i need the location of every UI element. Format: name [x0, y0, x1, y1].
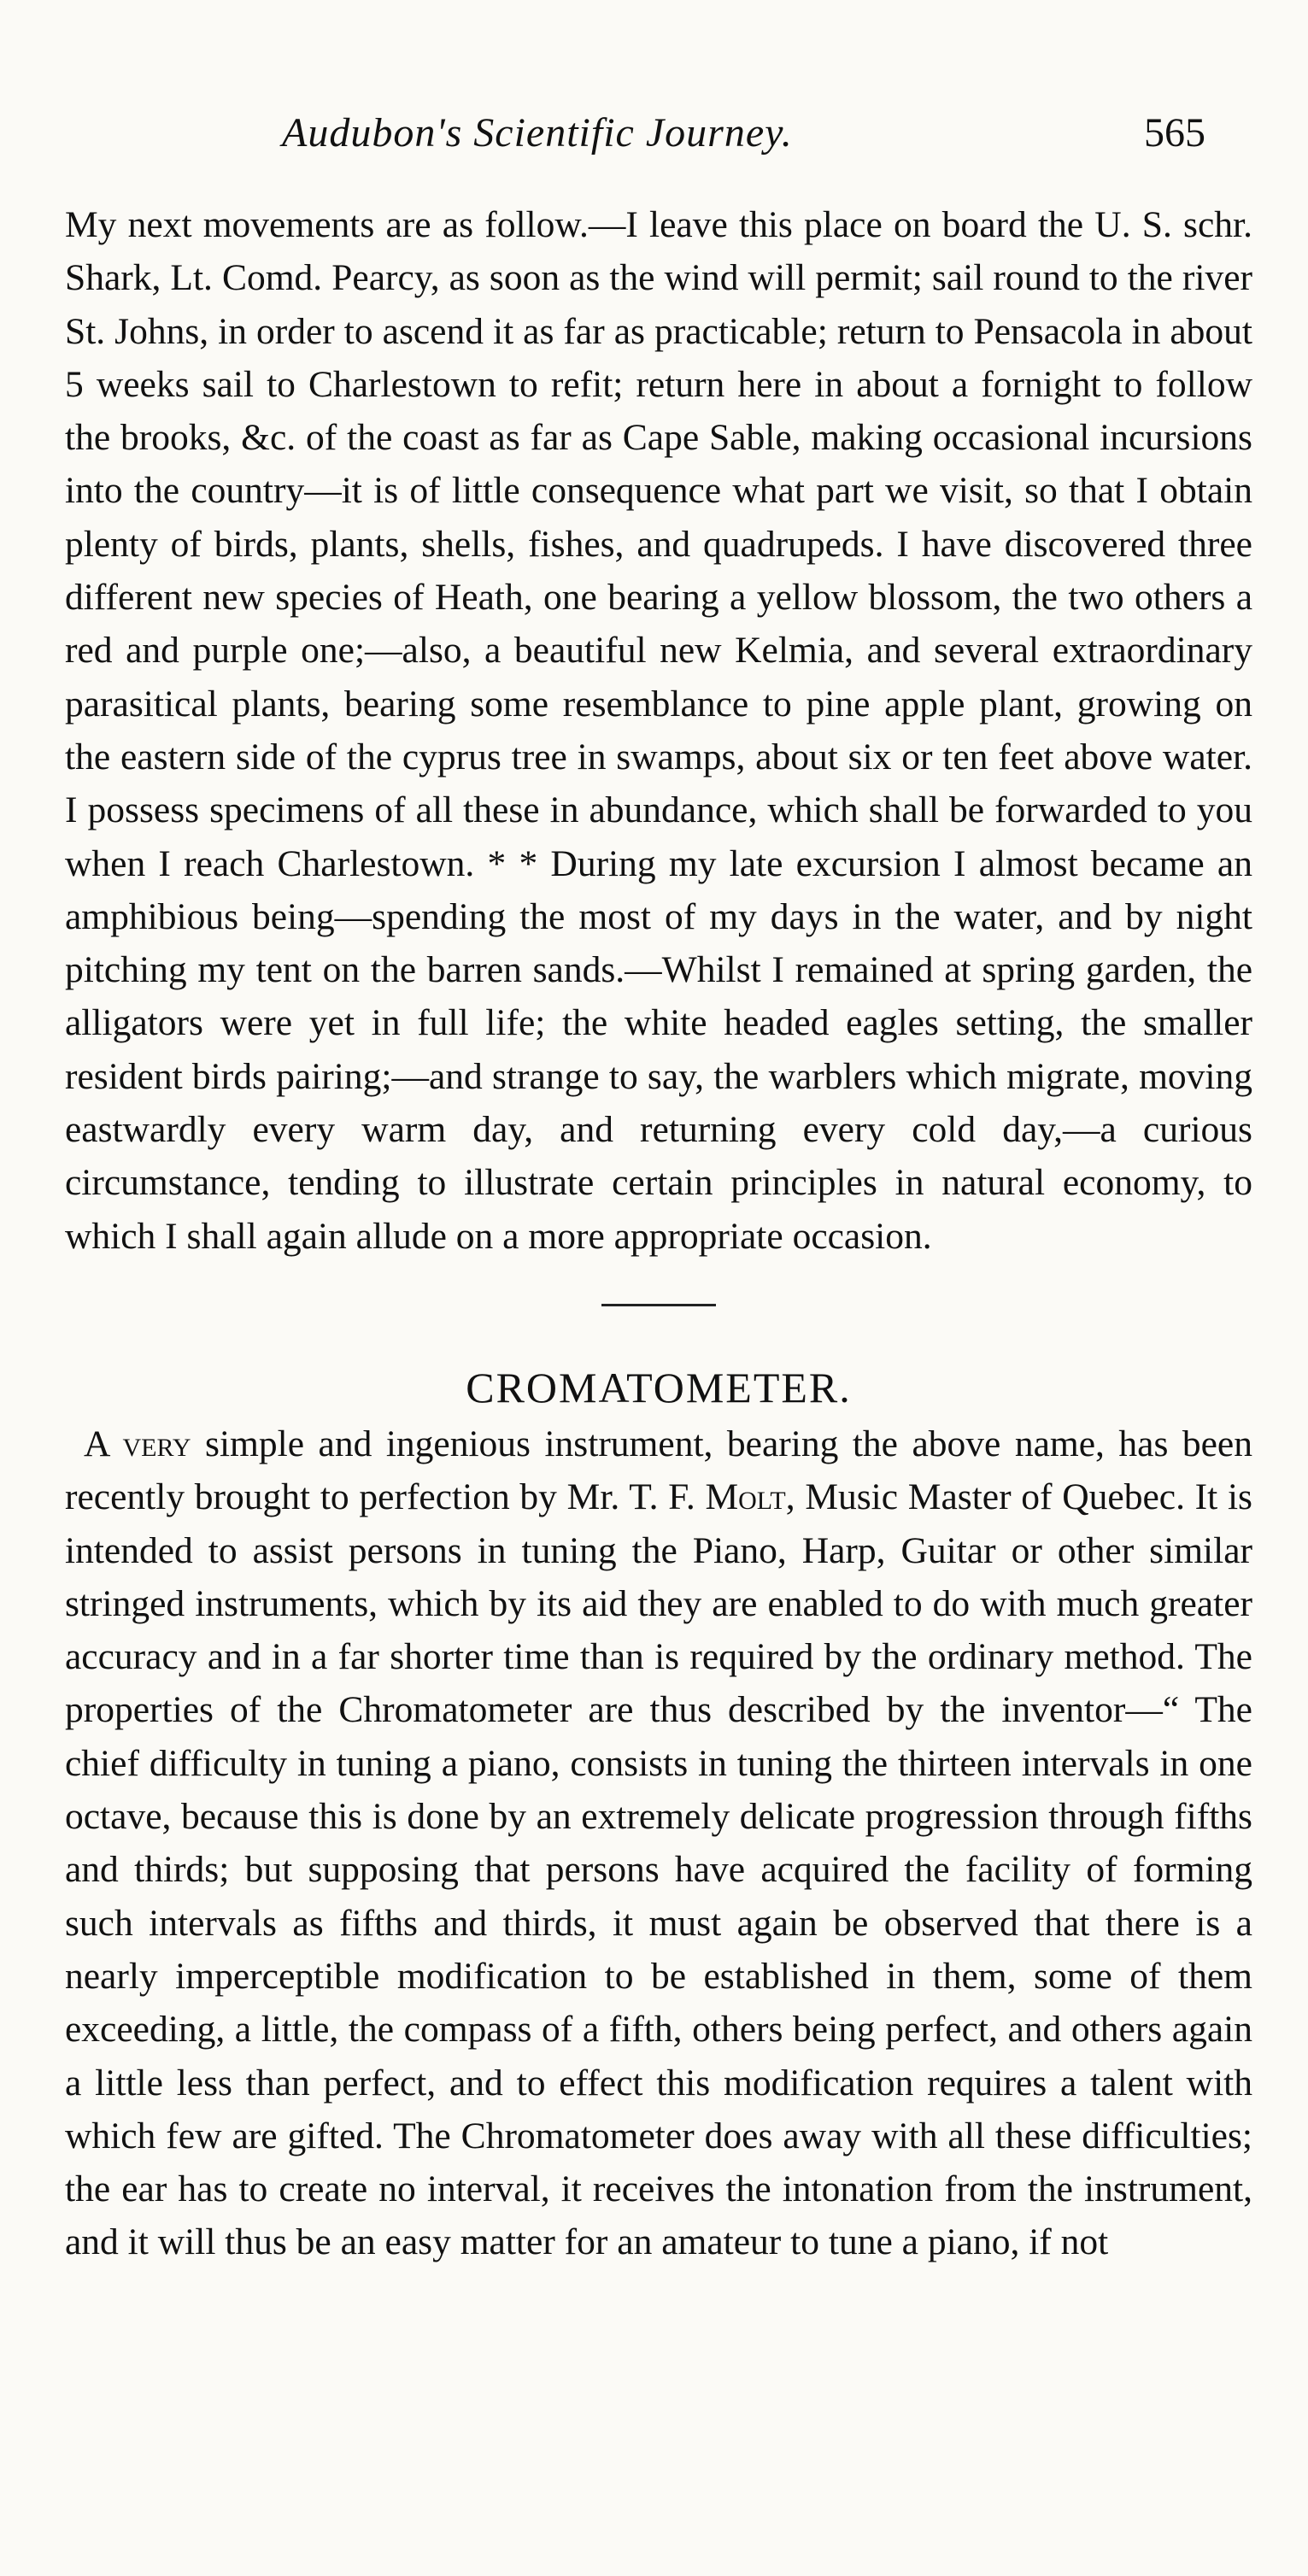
page-header: [0, 109, 1308, 161]
article-text-part-2: , Music Master of Quebec. It is intended to assist persons in tuning the Piano, Harp, Guitar or other similar stringed instruments, which by its aid they are enabled to do with much greater accuracy and in a far shorter time than is required by the ordinary method. The properties of the Chromatometer are thus described by the inventor—“ The chief difficulty in tuning a piano, consists in tuning the thirteen intervals in one octave, because this is done by an extremely delicate progression through fifths and thirds; but supposing that persons have acquired the facility of forming such intervals as fifths and thirds, it must again be observed that there is a nearly imperceptible modification to be established in them, some of them exceeding, a little, the compass of a fifth, others being perfect, and others again a little less than perfect, and to effect this modification requires a talent with which few are gifted. The Chromatometer does away with all these difficulties; the ear has to create no interval, it receives the intonation from the instrument, and it will thus be an easy matter for an amateur to tune a piano, if not: [65, 1476, 1252, 2263]
section-divider: [601, 1304, 716, 1306]
letter-paragraph: My next movements are as follow.—I leave this place on board the U. S. schr. Shark, Lt. Comd. Pearcy, as soon as the wind will permit; sail round to the river St. Johns, in order to ascend it as far as practicable; return to Pensacola in about 5 weeks sail to Charlestown to refit; return here in about a fornight to follow the brooks, &c. of the coast as far as Cape Sable, making occasional incursions into the country—it is of little consequence what part we visit, so that I obtain plenty of birds, plants, shells, fishes, and quadrupeds. I have discovered three different new species of Heath, one bearing a yellow blossom, the two others a red and purple one;—also, a beautiful new Kelmia, and several extraordinary parasitical plants, bearing some resemblance to pine apple plant, growing on the eastern side of the cyprus tree in swamps, about six or ten feet above water. I possess specimens of all these in abundance, which shall be forwarded to you when I reach Charlestown. * * During my late excursion I almost became an amphibious being—spending the most of my days in the water, and by night pitching my tent on the barren sands.—Whilst I remained at spring garden, the alligators were yet in full life; the white headed eagles setting, the smaller resident birds pairing;—and strange to say, the warblers which migrate, moving eastwardly every warm day, and returning every cold day,—a curious circumstance, tending to illustrate certain principles in natural economy, to which I shall again allude on a more appropriate occasion.: [65, 204, 1252, 1257]
page-number: 565: [1144, 110, 1205, 155]
running-title: Audubon's Scientific Journey.: [282, 110, 793, 155]
inventor-surname: Molt: [705, 1476, 786, 1518]
section-title: CROMATOMETER.: [466, 1363, 852, 1411]
article-paragraph: [65, 1417, 1252, 2269]
page-body: [65, 198, 1252, 2269]
article-text-part-1: simple and ingenious instrument, bearing the above name, has been recently brought to perfection by Mr. T. F.: [65, 1423, 1252, 1518]
opening-words: A very: [84, 1423, 191, 1464]
